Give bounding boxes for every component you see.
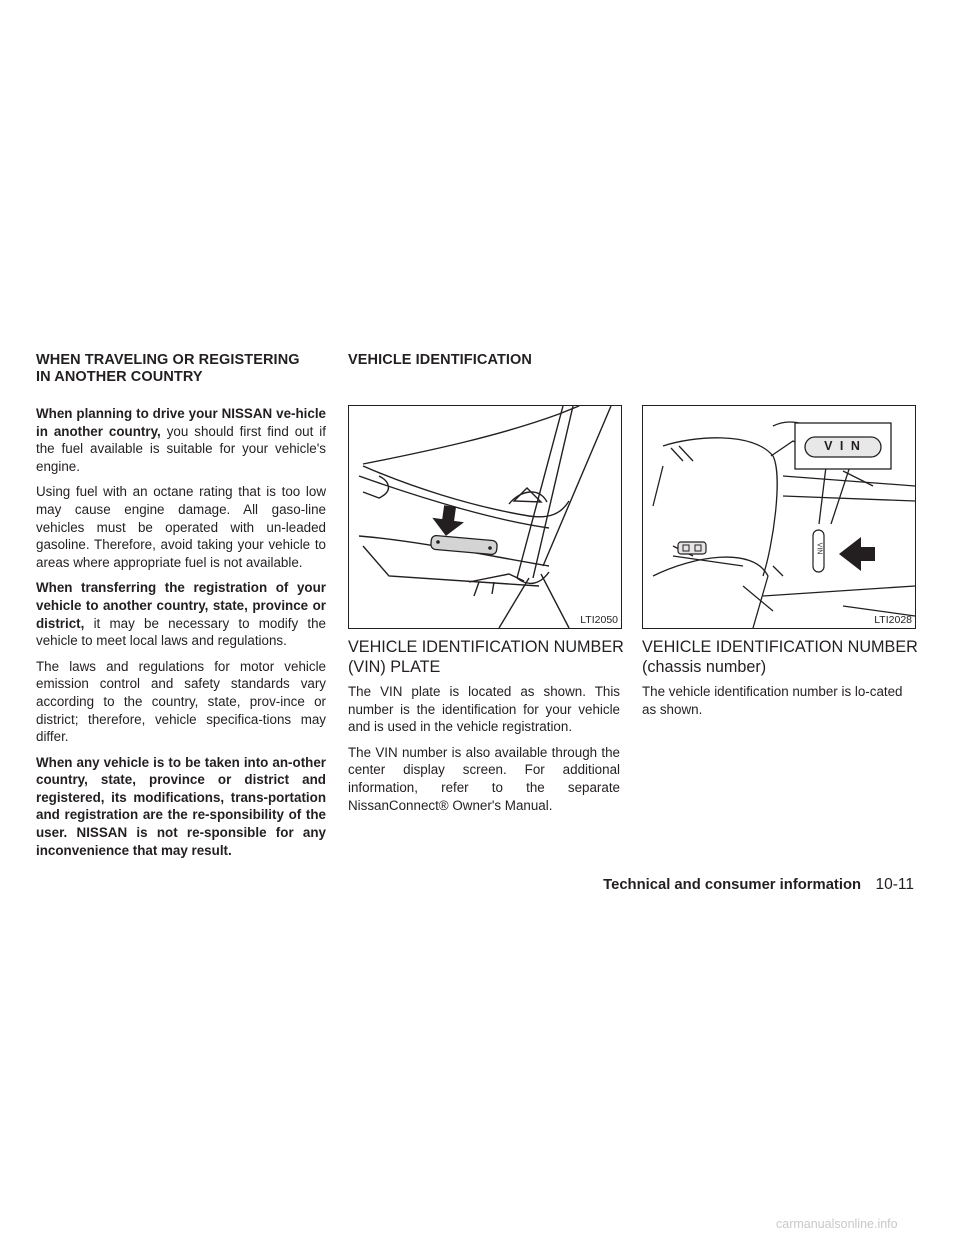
paragraph-transferring: When transferring the registration of your vehicle to another country, state, province or district, it may be necessary to modify the vehicle to meet local laws and regulations. [36, 580, 326, 649]
section-heading-traveling [36, 352, 336, 386]
paragraph-fuel-octane: Using fuel with an octane rating that is too low may cause engine damage. All gaso-line vehicles must be operated with un-leaded gasoline. Therefore, avoid taking your vehicle to areas where appropriate fuel is not available. [36, 484, 326, 570]
heading-line-1: WHEN TRAVELING OR REGISTERING [36, 352, 300, 368]
chassis-number-body-text [642, 683, 916, 726]
paragraph-responsibility: When any vehicle is to be taken into an-other country, state, province or district and registered, its modifications, trans-portation and registration are the re-sponsibility of the user. NISSAN is not re-sponsible for any inconvenience that may result. [36, 754, 326, 858]
chassis-number-title: VEHICLE IDENTIFICATION NUMBER (chassis number) [642, 638, 918, 676]
vin-callout-label: V I N [824, 439, 862, 453]
paragraph-laws: The laws and regulations for motor vehicle emission control and safety standards vary according to the country, state, prov-ince or district; therefore, vehicle specifica-tions may differ. [36, 658, 326, 745]
chassis-number-illustration [642, 405, 916, 629]
watermark-text: carmanualsonline.info [776, 1217, 898, 1231]
paragraph-vin-plate-location: The VIN plate is located as shown. This number is the identification for your vehicle and is used in the vehicle registration. [348, 684, 620, 735]
figure-code-lti2050: LTI2050 [580, 614, 618, 626]
traveling-body-text [36, 405, 326, 867]
vin-plate-body-text [348, 683, 620, 822]
page-footer [603, 876, 914, 894]
page-number: 10-11 [875, 876, 914, 893]
vin-plate-illustration [348, 405, 622, 629]
paragraph-planning: When planning to drive your NISSAN ve-hicle in another country, you should first find out if the fuel available is suitable for your vehicle's engine. [36, 406, 326, 474]
section-heading-vehicle-identification: VEHICLE IDENTIFICATION [348, 352, 532, 368]
vin-plate-title: VEHICLE IDENTIFICATION NUMBER (VIN) PLATE [348, 638, 624, 676]
vin-badge-label: VIN [815, 542, 823, 555]
dashboard-line-drawing [349, 406, 621, 628]
heading-line-2: IN ANOTHER COUNTRY [36, 369, 203, 385]
footer-section-title: Technical and consumer information [603, 877, 862, 893]
figure-code-lti2028: LTI2028 [874, 614, 912, 626]
paragraph-vin-display: The VIN number is also available through the center display screen. For additional information, refer to the separate NissanConnect® Owner's Manual. [348, 744, 620, 813]
paragraph-chassis-location: The vehicle identification number is lo-cated as shown. [642, 684, 903, 717]
